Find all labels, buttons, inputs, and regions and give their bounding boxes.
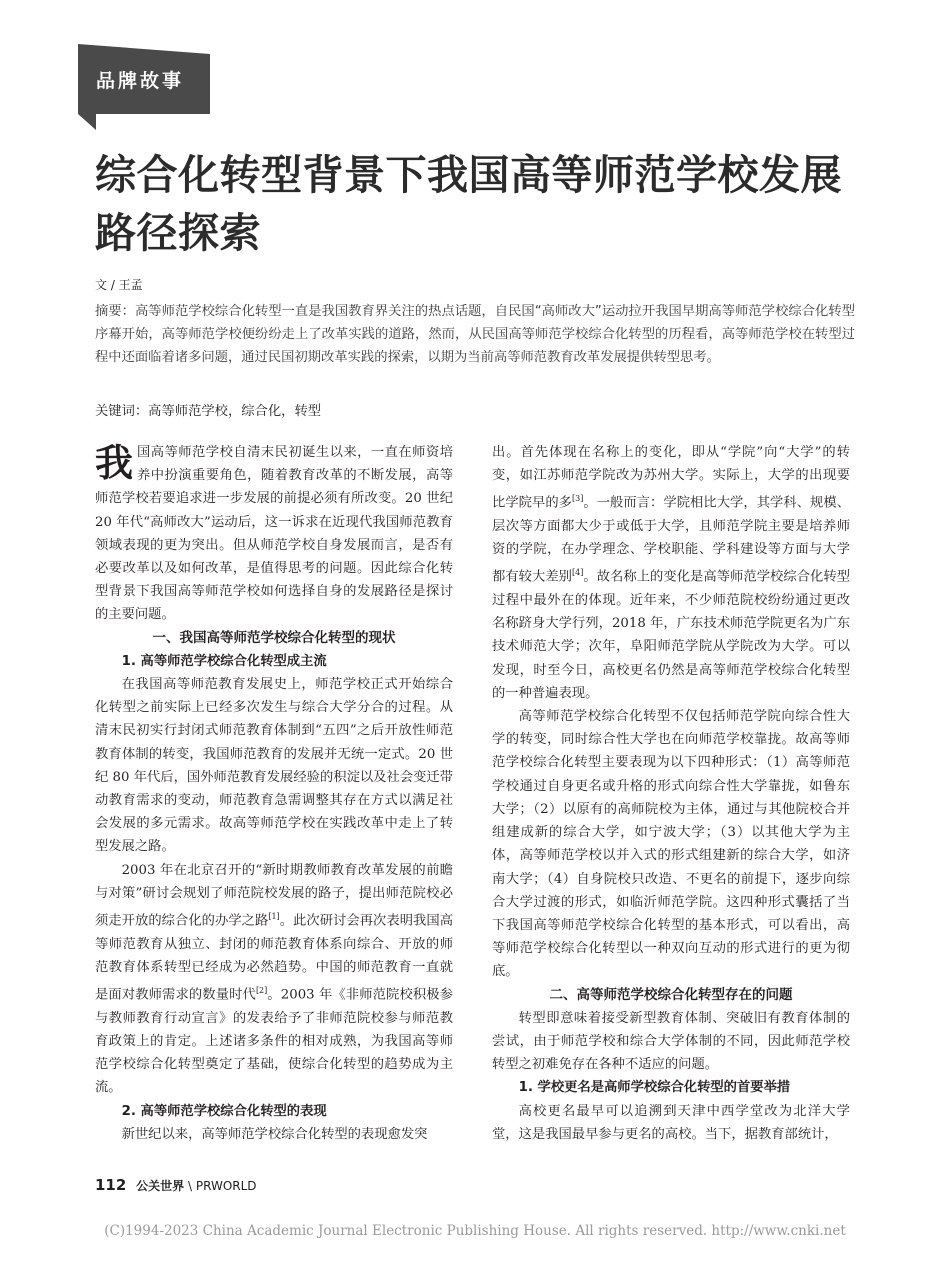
magazine-english-name: PRWORLD [195, 1179, 257, 1193]
page-footer [95, 1176, 257, 1194]
paragraph: 2003 年在北京召开的“新时期教师教育改革发展的前瞻与对策”研讨会规划了师范院校发展的路子，提出师范院校必须走开放的综合化的办学之路[1]。此次研讨会再次表明我国高等师范教育从独立、封闭的师范教育体系向综合、开放的师范教育体系转型已经成为必然趋势。中国的师范教育一直就是面对教师需求的数量时代[2]。2003 年《非师范院校积极参与教师教育行动宣言》的发表给予了非师范院校参与师范教育政策上的肯定。上述诸多条件的相对成熟，为我国高等师范学校综合化转型奠定了基础，使综合化转型的趋势成为主流。 [95, 862, 453, 1096]
section-heading-2: 二、高等师范学校综合化转型存在的问题 [549, 986, 793, 1003]
page-number: 112 [95, 1176, 127, 1194]
section-heading-1: 一、我国高等师范学校综合化转型的现状 [152, 629, 396, 646]
footer-separator: \ [187, 1179, 193, 1193]
citation: [2] [255, 986, 268, 996]
copyright-notice: (C)1994-2023 China Academic Journal Electronic Publishing House. All rights reserved. http://www.cnki.net [104, 1223, 846, 1239]
magazine-name: 公关世界 [136, 1179, 185, 1193]
intro-text: 国高等师范学校自清末民初诞生以来，一直在师资培养中扮演重要角色，随着教育改革的不断发展，高等师范学校若要追求进一步发展的前提必须有所改变。20 世纪 20 年代“高师改大”运动后，这一诉求在近现代我国师范教育领域表现的更为突出。但从师范学校自身发展而言，是否有必要改革以及如何改革，是值得思考的问题。因此综合化转型背景下我国高等师范学校如何选择自身的发展路径是探讨的主要问题。 [95, 445, 453, 623]
paragraph: 高校更名最早可以追溯到天津中西学堂改为北洋大学堂，这是我国最早参与更名的高校。当下，据教育部统计， [492, 1103, 850, 1142]
citation: [4] [572, 568, 584, 578]
abstract: 摘要：高等师范学校综合化转型一直是我国教育界关注的热点话题，自民国“高师改大”运动拉开我国早期高等师范学校综合化转型序幕开始，高等师范学校便纷纷走上了改革实践的道路，然而，从民国高等师范学校综合化转型的历程看，高等师范学校在转型过程中还面临着诸多问题，通过民国初期改革实践的探索，以期为当前高等师范教育改革发展提供转型思考。 [95, 304, 855, 365]
left-column [95, 441, 453, 1146]
right-column [492, 441, 850, 1146]
citation: [1] [268, 912, 280, 922]
section-label: 品牌故事 [96, 70, 185, 92]
citation: [3] [572, 494, 584, 504]
author-line: 文 / 王孟 [95, 278, 143, 292]
subsection-heading-1-1: 1. 高等师范学校综合化转型成主流 [121, 653, 327, 669]
paragraph: 转型即意味着接受新型教育体制、突破旧有教育体制的尝试，由于师范学校和综合大学体制的不同，因此师范学校转型之初难免存在各种不适应的问题。 [492, 1010, 850, 1073]
subsection-heading-2-1: 1. 学校更名是高师学校综合化转型的首要举措 [518, 1080, 791, 1096]
paragraph: 新世纪以来，高等师范学校综合化转型的表现愈发突 [121, 1126, 428, 1142]
paragraph: 出。首先体现在名称上的变化，即从“学院”向“大学”的转变，如江苏师范学院改为苏州大学。实际上，大学的出现要比学院早的多[3]。一般而言：学院相比大学，其学科、规模、层次等方面都大少于或低于大学，且师范学院主要是培养师资的学院，在办学理念、学校职能、学科建设等方面与大学都有较大差别[4]。故名称上的变化是高等师范学校综合化转型过程中最外在的体现。近年来，不少师范院校纷纷通过更改名称跻身大学行列，2018 年，广东技术师范学院更名为广东技术师范大学；次年，阜阳师范学院从学院改为大学。可以发现，时至今日，高校更名仍然是高等师范学校综合化转型的一种普遍表现。 [492, 445, 851, 701]
keywords: 关键词：高等师范学校，综合化，转型 [95, 404, 322, 419]
article-title: 综合化转型背景下我国高等师范学校发展路径探索 [95, 151, 842, 257]
paragraph: 在我国高等师范教育发展史上，师范学校正式开始综合化转型之前实际上已经多次发生与综合大学分合的过程。从清末民初实行封闭式师范教育体制到“五四”之后开放性师范教育体制的转变，我国师范教育的发展并无统一定式。20 世纪 80 年代后，国外师范教育发展经验的积淀以及社会变迁带动教育需求的变动，师范教育急需调整其存在方式以满足社会发展的多元需求。故高等师范学校在实践改革中走上了转型发展之路。 [95, 677, 453, 855]
drop-cap: 我 [95, 440, 134, 485]
intro-paragraph [95, 441, 453, 627]
subsection-heading-1-2: 2. 高等师范学校综合化转型的表现 [121, 1103, 327, 1119]
paragraph: 高等师范学校综合化转型不仅包括师范学院向综合性大学的转变，同时综合性大学也在向师范学校靠拢。故高等师范学校综合化转型主要表现为以下四种形式：（1）高等师范学校通过自身更名或升格的形式向综合性大学靠拢，如鲁东大学；（2）以原有的高师院校为主体，通过与其他院校合并组建成新的综合大学，如宁波大学；（3）以其他大学为主体，高等师范学校以并入式的形式组建新的综合大学，如济南大学；（4）自身院校只改造、不更名的前提下，逐步向综合大学过渡的形式，如临沂师范学院。这四种形式囊括了当下我国高等师范学校综合化转型的基本形式，可以看出，高等师范学校综合化转型以一种双向互动的形式进行的更为彻底。 [492, 709, 850, 980]
